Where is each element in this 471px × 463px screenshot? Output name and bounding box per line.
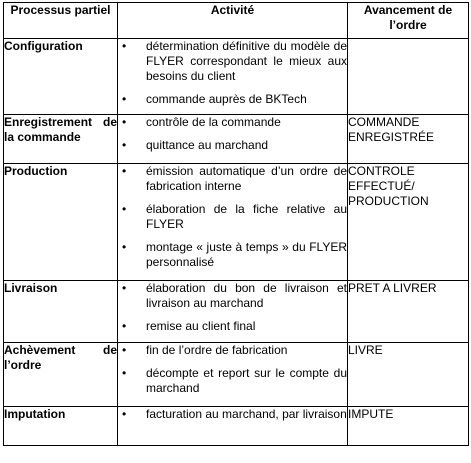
activity-list <box>118 115 347 153</box>
process-cell: Achèvement de l’ordre <box>4 343 118 407</box>
activity-list <box>118 407 347 422</box>
activity-cell <box>118 343 348 407</box>
process-cell: Imputation <box>4 407 118 446</box>
list-item <box>118 138 347 153</box>
list-item <box>118 92 347 107</box>
list-item <box>118 39 347 84</box>
bullet-icon: • <box>122 319 127 333</box>
activity-text: fin de l’ordre de fabrication <box>146 343 288 357</box>
table-row <box>4 115 469 164</box>
bullet-icon: • <box>122 164 127 178</box>
table-row <box>4 164 469 281</box>
activity-cell <box>118 164 348 281</box>
progress-cell: LIVRE <box>348 343 469 407</box>
bullet-icon: • <box>122 407 127 421</box>
bullet-icon: • <box>122 366 127 380</box>
process-cell: Livraison <box>4 281 118 343</box>
process-cell: Configuration <box>4 39 118 115</box>
activity-cell <box>118 115 348 164</box>
activity-text: détermination définitive du modèle de FLYER correspondant le mieux aux besoins du client <box>146 39 347 83</box>
list-item <box>118 164 347 194</box>
activity-list <box>118 39 347 107</box>
activity-text: émission automatique d’un ordre de fabrication interne <box>146 164 347 193</box>
list-item <box>118 115 347 130</box>
activity-text: décompte et report sur le compte du marchand <box>146 366 347 395</box>
list-item <box>118 343 347 358</box>
activity-text: facturation au marchand, par livraison <box>146 407 347 421</box>
header-row <box>4 3 469 39</box>
progress-cell: PRET A LIVRER <box>348 281 469 343</box>
activity-text: montage « juste à temps » du FLYER personnalisé <box>146 240 347 269</box>
list-item <box>118 281 347 311</box>
process-cell: Production <box>4 164 118 281</box>
activity-text: commande auprès de BKTech <box>146 92 307 106</box>
header-process: Processus partiel <box>4 3 118 39</box>
activity-text: élaboration de la fiche relative au FLYER <box>146 202 347 231</box>
activity-text: remise au client final <box>146 319 256 333</box>
list-item <box>118 319 347 334</box>
list-item <box>118 202 347 232</box>
bullet-icon: • <box>122 202 127 216</box>
bullet-icon: • <box>122 343 127 357</box>
activity-list <box>118 343 347 396</box>
table-row <box>4 407 469 446</box>
list-item <box>118 366 347 396</box>
table-row <box>4 39 469 115</box>
progress-cell: IMPUTE <box>348 407 469 446</box>
activity-cell <box>118 281 348 343</box>
activity-cell <box>118 39 348 115</box>
table-row <box>4 281 469 343</box>
progress-cell <box>348 39 469 115</box>
activity-list <box>118 164 347 270</box>
activity-text: élaboration du bon de livraison et livraison au marchand <box>146 281 347 310</box>
process-table <box>3 2 469 446</box>
list-item <box>118 407 347 422</box>
list-item <box>118 240 347 270</box>
bullet-icon: • <box>122 138 127 152</box>
table-row <box>4 343 469 407</box>
activity-text: quittance au marchand <box>146 138 269 152</box>
bullet-icon: • <box>122 39 127 53</box>
progress-cell: CONTROLE EFFECTUÉ/ PRODUCTION <box>348 164 469 281</box>
progress-cell: COMMANDE ENREGISTRÉE <box>348 115 469 164</box>
bullet-icon: • <box>122 281 127 295</box>
header-progress: Avancement de l’ordre <box>348 3 469 39</box>
bullet-icon: • <box>122 240 127 254</box>
activity-list <box>118 281 347 334</box>
bullet-icon: • <box>122 92 127 106</box>
header-activity: Activité <box>118 3 348 39</box>
process-cell: Enregistrement de la commande <box>4 115 118 164</box>
bullet-icon: • <box>122 115 127 129</box>
activity-cell <box>118 407 348 446</box>
activity-text: contrôle de la commande <box>146 115 281 129</box>
